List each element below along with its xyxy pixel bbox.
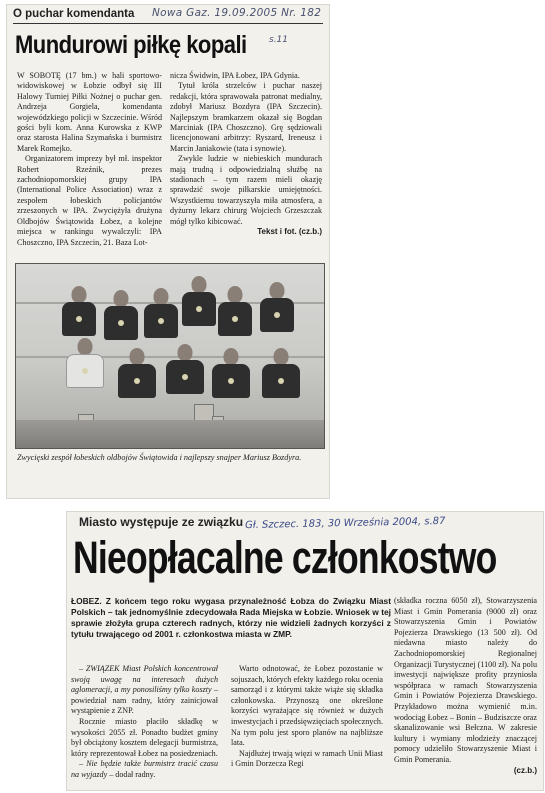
- paragraph: nicza Świdwin, IPA Łobez, IPA Gdynia.: [170, 71, 300, 80]
- quote-attribution: – powiedział nam radny, który zainicjował wystąpienie z ZNP.: [71, 685, 218, 716]
- player-figure: [182, 276, 216, 328]
- paragraph: Tytuł króla strzelców i puchar naszej redakcji, która sprawowała patronat medialny, zdobył Mariusz Bozdyra (IPA Szczecin). Najlepszym bramkarzem okazał się Bogdan Marciniak (IPA Choszczno). Grę sędziowali licencjonowani arbitrzy: Ryszard, Ireneusz i Marcin Janiakowie (tata i synowie).: [170, 81, 322, 153]
- player-figure: [212, 348, 250, 402]
- paragraph: Zwykle ludzie w niebieskich mundurach mają trudną i odpowiedzialną służbę na stadionach – tym razem mieli okazję sprawdzić swoje piłkarskie umiejętności. Wszystkiemu towarzyszyła miła atmosfera, a dyżurny lekarz chirurg Wojciech Grzeszczak mógł tylko kibicować.: [170, 154, 322, 226]
- player-figure: [62, 286, 96, 338]
- quote: – Nie będzie także burmistrz tracić czasu na wyjazdy: [71, 759, 218, 779]
- player-figure: [262, 348, 300, 402]
- header-rule: [13, 23, 323, 24]
- handwritten-page-note: s.11: [269, 35, 289, 45]
- paragraph: [71, 759, 218, 780]
- article-headline: Mundurowi piłkę kopali: [15, 31, 247, 59]
- article-column-2: [170, 71, 322, 238]
- handwritten-source-note: Nowa Gaz. 19.09.2005 Nr. 182: [152, 7, 322, 19]
- article-column-3: [394, 596, 537, 776]
- paragraph: Warto odnotować, że Łobez pozostanie w sojuszach, których efekty każdego roku ocenia samorząd i z którymi także wiąże się składka członkowska. Przynoszą one określone korzyści wyrażające się również w dużych inwestycjach i przedsięwzięciach społecznych. Na tym polu jest sporo planów na najbliższe lata.: [231, 664, 383, 748]
- paragraph: Organizatorem imprezy był mł. inspektor Robert Rzeźnik, prezes zachodniopomorskiej grupy IPA (International Police Association) wraz z zespołem łobeskich policjantów zrzeszonych w IPA. Zwyciężyła drużyna Oldbojów Świątowida Łobez, a kolejne miejsca w rankingu wywalczyli: IPA Choszczno, IPA Szczecin, 21. Baza Lot-: [17, 154, 162, 247]
- paragraph: Najdłużej trwają więzi w ramach Unii Miast i Gmin Dorzecza Regi: [231, 748, 383, 769]
- author-signature: Tekst i fot. (cz.b.): [257, 227, 322, 237]
- paragraph: W SOBOTĘ (17 bm.) w hali sportowo-widowiskowej w Łobzie odbył się III Halowy Turniej Piłki Nożnej o puchar gen. Andrzeja Gorgiela, komendanta wojewódzkiego policji w Szczecinie. Wśród gości byli kom. Anna Kurowska z KWP oraz starosta Halina Szymańska i burmistrz Marek Romejko.: [17, 71, 162, 153]
- goalkeeper-figure: [66, 338, 104, 392]
- quote-attribution: – dodał radny.: [107, 769, 156, 779]
- author-signature: (cz.b.): [513, 765, 537, 775]
- article-kicker: O puchar komendanta: [13, 8, 135, 20]
- team-photo: [15, 263, 325, 449]
- paragraph: [71, 664, 218, 717]
- clipping-sports-article: [6, 4, 330, 499]
- player-figure: [218, 286, 252, 338]
- player-figure: [166, 344, 204, 398]
- article-column-1: [17, 71, 162, 248]
- handwritten-source-note: Gł. Szczec. 183, 30 Września 2004, s.87: [244, 515, 446, 532]
- photo-caption: Zwycięski zespół łobeskich oldbojów Świątowida i najlepszy snajper Mariusz Bozdyra.: [17, 453, 302, 462]
- quote: – ZWIĄZEK Miast Polskich koncentrował swoją uwagę na interesach dużych aglomeracji, a my ponosiliśmy tylko koszty: [71, 664, 218, 695]
- paragraph: Rocznie miasto płaciło składkę w wysokości 2055 zł. Ponadto budżet gminy był obciążony kosztem delegacji burmistrza, który reprezentował Łobez na posiedzeniach.: [71, 716, 218, 758]
- article-column-2: [231, 664, 383, 770]
- article-column-1: [71, 664, 218, 781]
- player-figure: [104, 290, 138, 342]
- article-lead: ŁOBEZ. Z końcem tego roku wygasa przynależność Łobza do Związku Miast Polskich – tak jednomyślnie zdecydowała Rada Miejska w Łobzie. Wniosek w tej sprawie złożyła grupa czterech radnych, którzy nie widzieli żadnych korzyści z tytułu trwającego od 2001 r. członkostwa miasta w ZMP.: [71, 596, 391, 639]
- clipping-council-article: [66, 511, 544, 791]
- article-headline: Nieopłacalne członkostwo: [73, 532, 497, 583]
- article-kicker: Miasto występuje ze związku: [79, 515, 244, 529]
- paragraph: (składka roczna 6050 zł), Stowarzyszenia Miast i Gmin Pomerania (9000 zł) oraz Stowarzyszenia Gmin i Powiatów Pojezierza Drawskiego (13 500 zł). Od niedawna miasto należy do Zachodniopomorskiej Regionalnej Organizacji Turystycznej (1100 zł). Na polu inwestycji największe profity przyniosła współpraca w ramach Stowarzyszenia Gmin i Powiatów Pojezierza Drawskiego. Przykładowo można wymienić m.in. wodociąg Łobez – Bonin – Budziszcze oraz skanalizowanie wsi Bełczna. W zakresie kultury i wymiany młodzieży znaczącej pomocy udzieliło Stowarzyszenie Miast i Gmin Pomerania.: [394, 596, 537, 764]
- player-figure: [260, 282, 294, 334]
- floor: [16, 420, 324, 448]
- player-figure: [144, 288, 178, 340]
- player-figure: [118, 348, 156, 402]
